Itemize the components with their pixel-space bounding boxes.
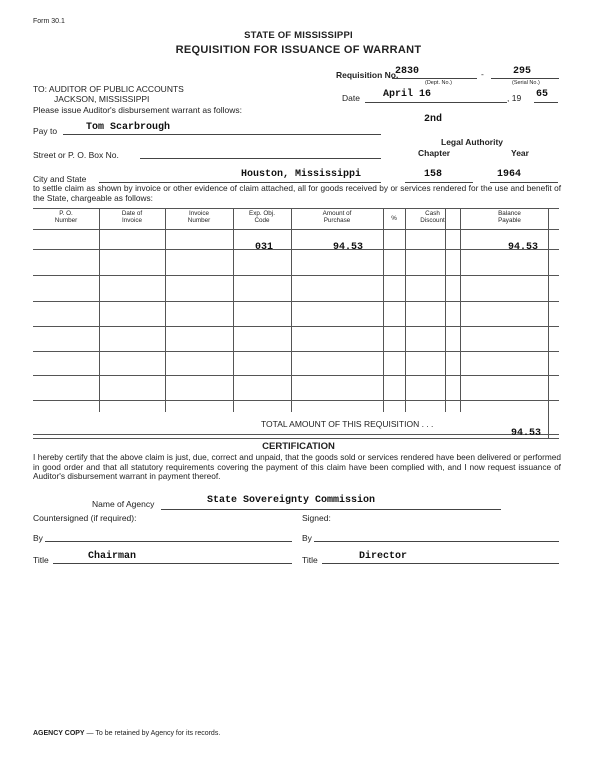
by-label-left: By (33, 533, 43, 543)
title-line-left (53, 563, 292, 564)
agency-copy-label: AGENCY COPY (33, 730, 85, 737)
requisition-dash: - (481, 69, 484, 79)
legal-authority-label: Legal Authority (441, 137, 504, 147)
year-value: 1964 (497, 169, 522, 180)
title-label-right: Title (302, 555, 318, 565)
header-balance: Balance Payable (498, 210, 521, 224)
requisition-label: Requisition No. (336, 70, 399, 80)
by-label-right: By (302, 533, 312, 543)
table-header-line (33, 229, 559, 230)
col-divider (233, 208, 234, 412)
session-value: 2nd (424, 114, 443, 125)
countersigned-label: Countersigned (if required): (33, 513, 137, 523)
date-line (365, 102, 507, 103)
year-label: Year (511, 148, 529, 158)
table-bottom-line (33, 434, 559, 435)
certification-text: I hereby certify that the above claim is just, due, correct and unpaid, that the goods sold or services rendered have been delivered or performed in good order and that all statutory requirements covering the payment of this claim have been complied with, and I now request issuance of Auditor's disbursement warrant in payment thereof. (33, 452, 561, 482)
city-label: City and State (33, 174, 87, 184)
date-label: Date (342, 93, 360, 103)
table-row-line (33, 301, 559, 302)
pay-to-label: Pay to (33, 126, 58, 136)
pay-to-line (63, 134, 381, 135)
col-divider (165, 208, 166, 412)
chapter-label: Chapter (418, 148, 451, 158)
table-row-line (33, 351, 559, 352)
form-title: REQUISITION FOR ISSUANCE OF WARRANT (175, 44, 422, 56)
table-row-line (33, 375, 559, 376)
instruction-text: Please issue Auditor's disbursement warrant as follows: (33, 105, 243, 115)
addressee-line1: TO: AUDITOR OF PUBLIC ACCOUNTS (33, 84, 184, 94)
certification-heading: CERTIFICATION (262, 441, 335, 452)
by-line-left (45, 541, 292, 542)
left-title-value: Chairman (88, 551, 137, 562)
table-top-line (33, 208, 559, 209)
dept-caption: (Dept. No.) (425, 80, 452, 86)
street-line (140, 158, 381, 159)
col-divider (548, 208, 549, 438)
settle-claim-text: to settle claim as shown by invoice or other evidence of claim attached, all for goods received by or services rendered for the use and benefit of the State, chargeable as follows: (33, 183, 561, 203)
header-po: P. O. Number (54, 210, 78, 224)
title-label-left: Title (33, 555, 49, 565)
addressee-line2: JACKSON, MISSISSIPPI (54, 94, 150, 104)
dept-number-line (392, 78, 477, 79)
title-line-right (322, 563, 559, 564)
header-invoice-number: Invoice Number (187, 210, 211, 224)
form-number: Form 30.1 (33, 18, 65, 25)
footer-note (33, 730, 220, 737)
by-line-right (314, 541, 559, 542)
total-label: TOTAL AMOUNT OF THIS REQUISITION . . . (261, 419, 434, 429)
street-label: Street or P. O. Box No. (33, 150, 119, 160)
year-prefix: , 19 (507, 93, 522, 103)
col-divider (291, 208, 292, 412)
total-value: 94.53 (511, 428, 542, 439)
col-divider (383, 208, 384, 412)
col-divider (460, 208, 461, 412)
table-bottom-double-line (33, 438, 559, 439)
table-row-line (33, 275, 559, 276)
table-row-line (33, 249, 559, 250)
row1-balance: 94.53 (508, 242, 539, 253)
col-divider (99, 208, 100, 412)
col-divider (405, 208, 406, 412)
header-amount: Amount of Purchase (322, 210, 352, 224)
serial-number: 295 (513, 66, 532, 77)
year-suffix: 65 (536, 89, 549, 100)
agency-copy-note: — To be retained by Agency for its records. (84, 730, 221, 737)
city-value: Houston, Mississippi (241, 169, 362, 180)
dept-number: 2830 (395, 66, 420, 77)
requisition-table (33, 208, 559, 440)
header-cash-discount: Cash Discount (420, 210, 445, 224)
header-date-invoice: Date of Invoice (121, 210, 143, 224)
serial-caption: (Serial No.) (512, 80, 540, 86)
serial-number-line (491, 78, 559, 79)
signed-label: Signed: (302, 513, 331, 523)
agency-value: State Sovereignty Commission (207, 495, 376, 506)
state-title: STATE OF MISSISSIPPI (244, 30, 353, 41)
agency-line (161, 509, 501, 510)
pay-to-value: Tom Scarbrough (86, 122, 171, 133)
row1-amount: 94.53 (333, 242, 364, 253)
date-value: April 16 (383, 89, 432, 100)
chapter-value: 158 (424, 169, 443, 180)
col-divider (445, 208, 446, 412)
row1-exp-code: 031 (255, 242, 274, 253)
right-title-value: Director (359, 551, 408, 562)
header-exp-obj-code: Exp. Obj. Code (249, 210, 275, 224)
agency-label: Name of Agency (92, 499, 155, 509)
table-row-line (33, 326, 559, 327)
table-row-line (33, 400, 559, 401)
year-line (534, 102, 558, 103)
header-percent: % (391, 215, 397, 222)
